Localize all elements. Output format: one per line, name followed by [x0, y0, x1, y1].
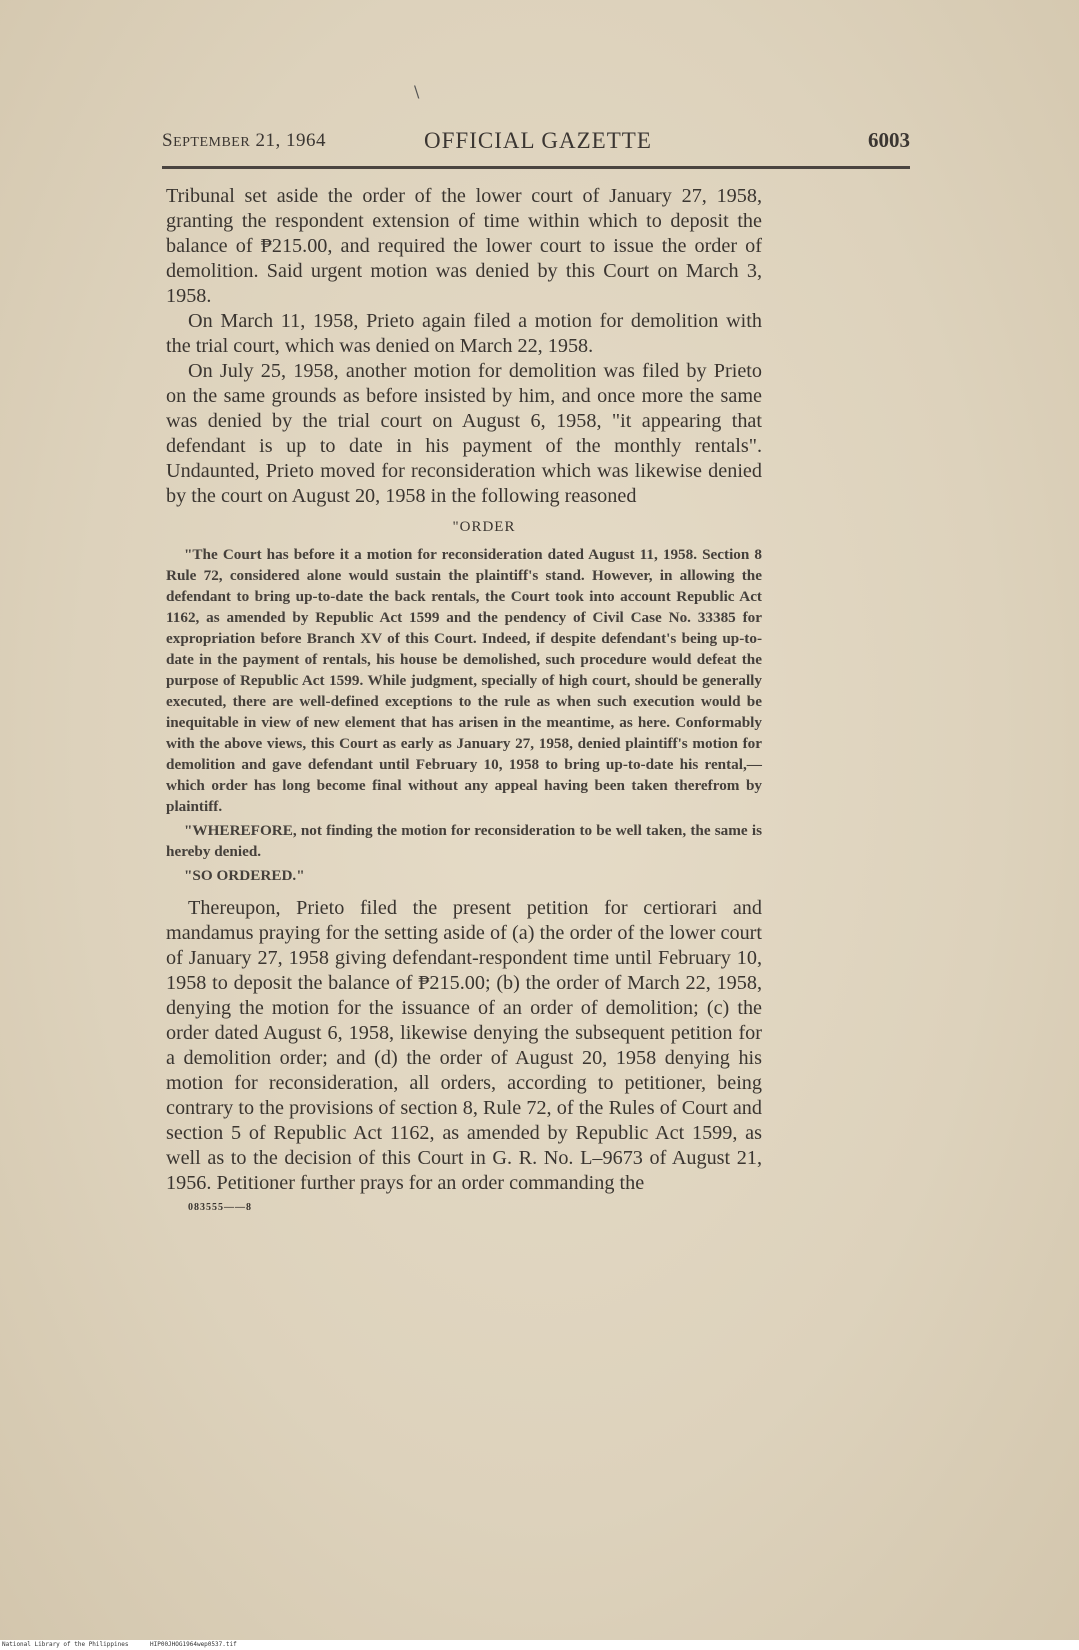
date-initial: S [162, 130, 174, 151]
paragraph-1: Tribunal set aside the order of the lower court of January 27, 1958, granting the respondent extension of time within which to deposit the balance of ₱215.00, and required the lower court to issue the order of demolition. Said urgent motion was denied by this Court on March 3, 1958. [166, 185, 762, 307]
scan-filename: HIP00JHOG1964wep0537.tif [150, 1641, 237, 1648]
paragraph-3: On July 25, 1958, another motion for demolition was filed by Prieto on the same grounds as before insisted by him, and once more the same was denied by the trial court on August 6, 1958, "it appearing that defendant is up to date in his payment of the monthly rentals". Undaunted, Prieto moved for reconsideration which was likewise denied by the court on August 20, 1958 in the following reasoned [166, 360, 762, 507]
page-body [166, 184, 762, 1213]
page-number: 6003 [868, 128, 910, 152]
quote-paragraph-2: "WHEREFORE, not finding the motion for reconsideration to be well taken, the same is hereby denied. [166, 822, 762, 860]
stray-mark: \ [414, 82, 420, 101]
page-header [162, 128, 910, 158]
scan-footer [0, 1640, 1079, 1650]
paragraph-2: On March 11, 1958, Prieto again filed a motion for demolition with the trial court, which was denied on March 22, 1958. [166, 310, 762, 357]
order-quote [166, 544, 762, 886]
date-day-year: 21, 1964 [255, 130, 326, 151]
print-code: 083555——8 [188, 1202, 252, 1213]
order-heading: "ORDER [452, 519, 516, 535]
scan-source: National Library of the Philippines [2, 1641, 129, 1648]
date-month: EPTEMBER [173, 135, 251, 150]
publication-title: OFFICIAL GAZETTE [424, 128, 652, 153]
header-rule [162, 166, 910, 169]
paragraph-4: Thereupon, Prieto filed the present petition for certiorari and mandamus praying for the setting aside of (a) the order of the lower court of January 27, 1958 giving defendant-respondent time until February 10, 1958 to deposit the balance of ₱215.00; (b) the order of March 22, 1958, denying the motion for the issuance of an order of demolition; (c) the order dated August 6, 1958, likewise denying the subsequent petition for a demolition order; and (d) the order of August 20, 1958 denying his motion for reconsideration, all orders, according to petitioner, being contrary to the provisions of section 8, Rule 72, of the Rules of Court and section 5 of Republic Act 1162, as amended by Republic Act 1599, as well as to the decision of this Court in G. R. No. L–9673 of August 21, 1956. Petitioner further prays for an order commanding the [166, 897, 762, 1194]
quote-paragraph-3: "SO ORDERED." [184, 867, 305, 884]
header-date [162, 130, 326, 152]
quote-paragraph-1: "The Court has before it a motion for reconsideration dated August 11, 1958. Section 8 Rule 72, considered alone would sustain the plaintiff's stand. However, in allowing the defendant to bring up-to-date the back rentals, the Court took into account Republic Act 1162, as amended by Republic Act 1599 and the pendency of Civil Case No. 33385 for expropriation before Branch XV of this Court. Indeed, if despite defendant's being up-to-date in the payment of rentals, his house be demolished, such procedure would defeat the purpose of Republic Act 1599. While judgment, specially of high court, should be generally executed, there are well-defined exceptions to the rule as when such execution would be inequitable in view of new element that has arisen in the meantime, as here. Conformably with the above views, this Court as early as January 27, 1958, denied plaintiff's motion for demolition and gave defendant until February 10, 1958 to bring up-to-date his rental,—which order has long become final without any appeal having been taken therefrom by plaintiff. [166, 546, 762, 815]
